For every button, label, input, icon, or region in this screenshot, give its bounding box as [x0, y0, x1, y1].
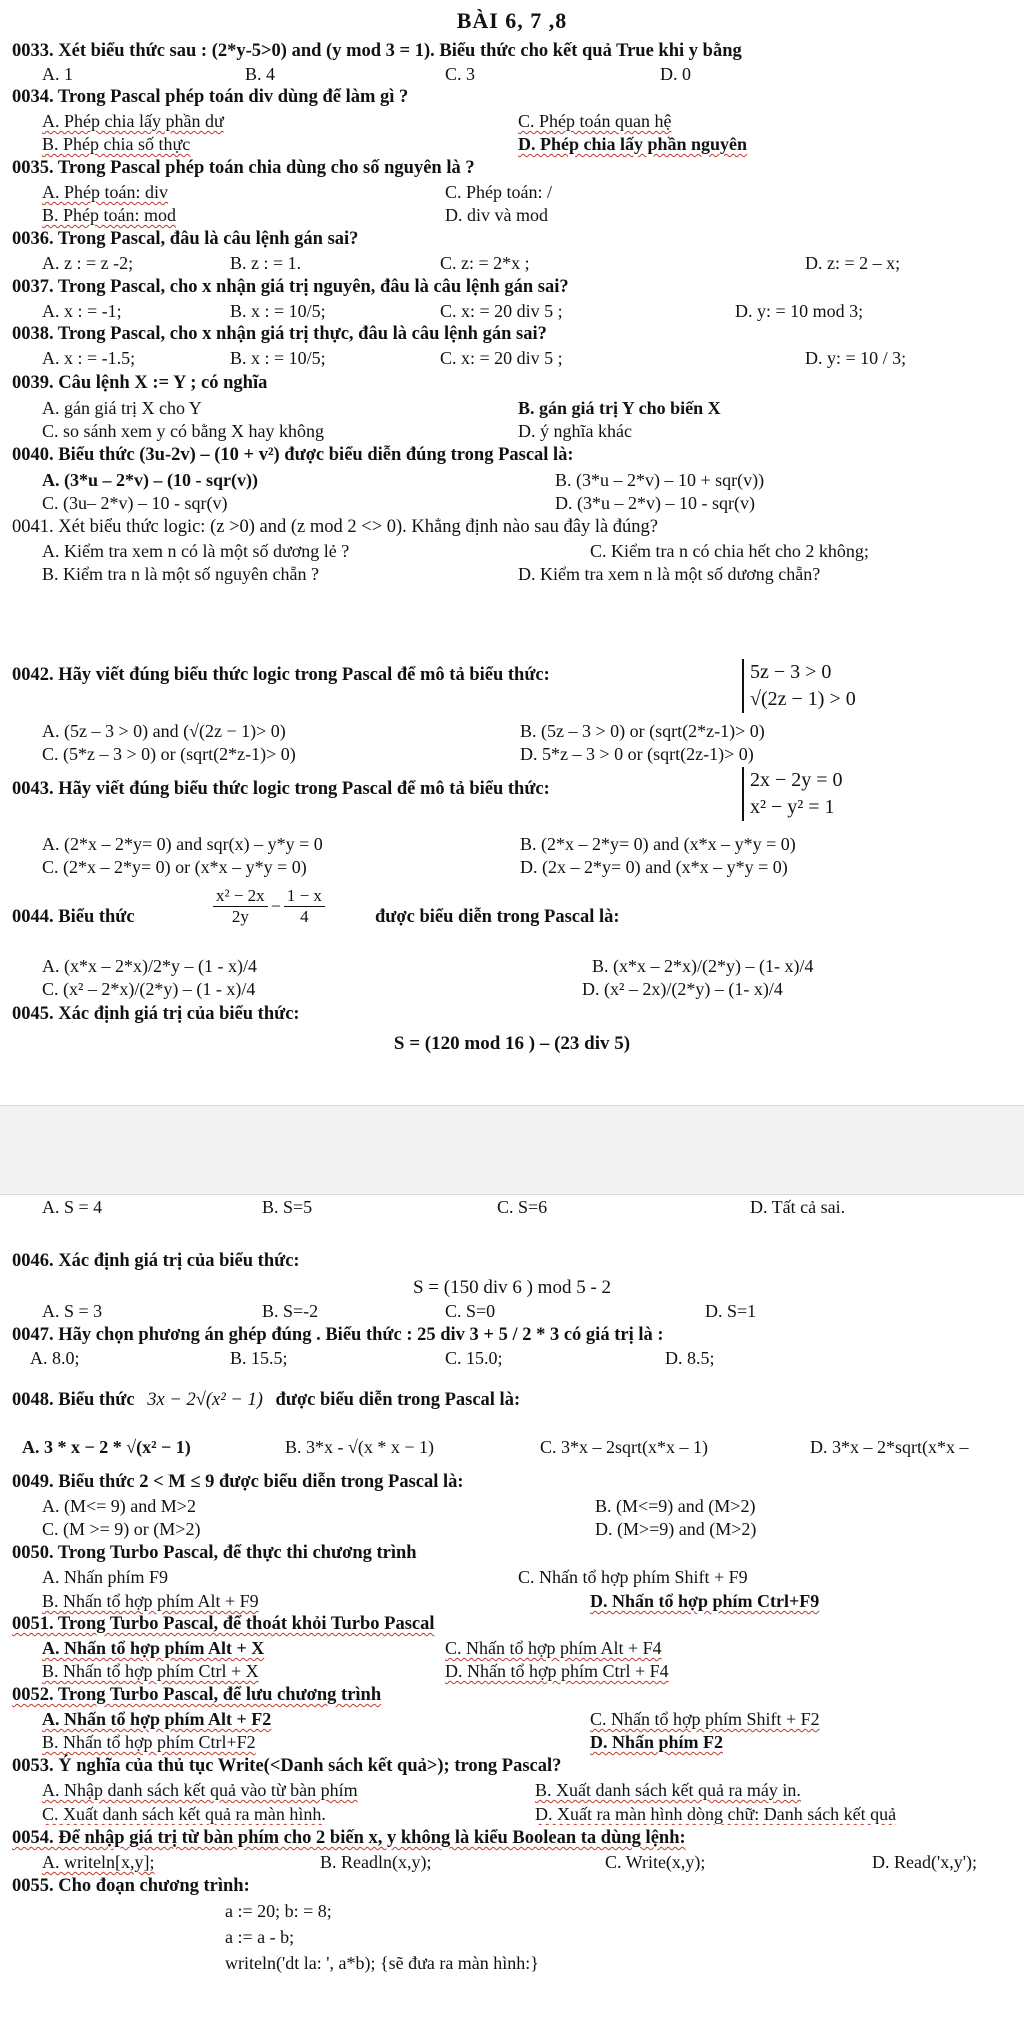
option-a: A. Kiểm tra xem n có là một số dương lẻ ? [42, 541, 350, 561]
option-d: D. Xuất ra màn hình dòng chữ: Danh sách kết quả [535, 1804, 897, 1824]
option-c: C. (x² – 2*x)/(2*y) – (1 - x)/4 [42, 979, 256, 999]
question-45: 0045. Xác định giá trị của biểu thức: [12, 1004, 300, 1024]
option-a: A. (x*x – 2*x)/2*y – (1 - x)/4 [42, 956, 257, 976]
option-d: D. (x² – 2x)/(2*y) – (1- x)/4 [582, 979, 783, 999]
system-43: 2x − 2y = 0 x² − y² = 1 [742, 767, 843, 821]
option-a: A. (3*u – 2*v) – (10 - sqr(v)) [42, 470, 258, 490]
option-a: A. S = 4 [42, 1197, 103, 1217]
option-a: A. (M<= 9) and M>2 [42, 1496, 196, 1516]
code-line-1: a := 20; b: = 8; [225, 1901, 332, 1921]
options-42 [0, 720, 1024, 742]
option-c: C. x: = 20 div 5 ; [440, 348, 563, 368]
question-35: 0035. Trong Pascal phép toán chia dùng cho số nguyên là ? [12, 158, 475, 178]
option-b: B. Kiểm tra n là một số nguyên chẵn ? [42, 564, 319, 584]
option-b: B. Phép chia số thực [42, 134, 191, 154]
options-52 [0, 1708, 1024, 1730]
option-a: A. Phép toán: div [42, 182, 168, 202]
option-c: C. Phép toán quan hệ [518, 111, 672, 131]
option-b: B. Nhấn tổ hợp phím Ctrl + X [42, 1661, 259, 1681]
expression-45: S = (120 mod 16 ) – (23 div 5) [393, 1033, 631, 1054]
option-d: D. (2x – 2*y= 0) and (x*x – y*y = 0) [520, 857, 788, 877]
option-a: A. gán giá trị X cho Y [42, 398, 202, 418]
question-46: 0046. Xác định giá trị của biểu thức: [12, 1251, 300, 1271]
option-a: A. Nhấn tổ hợp phím Alt + X [42, 1638, 265, 1658]
option-b: B. S=-2 [262, 1301, 319, 1321]
options-33 [0, 63, 1024, 85]
option-b: B. Xuất danh sách kết quả ra máy in. [535, 1780, 801, 1800]
option-d: D. S=1 [705, 1301, 757, 1321]
option-c: C. (5*z – 3 > 0) or (sqrt(2*z-1)> 0) [42, 744, 296, 764]
option-c: C. Xuất danh sách kết quả ra màn hình. [42, 1804, 326, 1824]
option-b: B. x : = 10/5; [230, 301, 326, 321]
option-c: C. 15.0; [445, 1348, 503, 1368]
options-41 [0, 540, 1024, 562]
code-line-2: a := a - b; [225, 1927, 295, 1947]
options-51 [0, 1637, 1024, 1659]
options-54 [0, 1851, 1024, 1873]
option-a: A. z : = z -2; [42, 253, 134, 273]
option-c: C. Phép toán: / [445, 182, 552, 202]
question-51: 0051. Trong Turbo Pascal, để thoát khỏi Turbo Pascal [12, 1614, 435, 1634]
option-c: C. S=6 [497, 1197, 548, 1217]
question-54: 0054. Để nhập giá trị từ bàn phím cho 2 biến x, y không là kiểu Boolean ta dùng lệnh: [12, 1828, 686, 1848]
option-b: B. z : = 1. [230, 253, 302, 273]
option-c: C. 3 [445, 64, 476, 84]
option-b: B. Phép toán: mod [42, 205, 176, 225]
options-46 [0, 1300, 1024, 1322]
options-45 [0, 1196, 1024, 1218]
option-b: B. S=5 [262, 1197, 313, 1217]
question-53: 0053. Ý nghĩa của thủ tục Write(<Danh sách kết quả>); trong Pascal? [12, 1756, 562, 1776]
question-42: 0042. Hãy viết đúng biểu thức logic trong Pascal để mô tả biểu thức: [12, 665, 550, 685]
question-49: 0049. Biểu thức 2 < M ≤ 9 được biểu diễn trong Pascal là: [12, 1472, 464, 1492]
question-38: 0038. Trong Pascal, cho x nhận giá trị thực, đâu là câu lệnh gán sai? [12, 324, 547, 344]
option-c: C. so sánh xem y có bằng X hay không [42, 421, 324, 441]
options-49 [0, 1495, 1024, 1517]
option-a: A. Nhập danh sách kết quả vào từ bàn phím [42, 1780, 358, 1800]
question-50: 0050. Trong Turbo Pascal, để thực thi chương trình [12, 1543, 417, 1563]
question-47: 0047. Hãy chọn phương án ghép đúng . Biểu thức : 25 div 3 + 5 / 2 * 3 có giá trị là : [12, 1325, 664, 1345]
option-b: B. 15.5; [230, 1348, 288, 1368]
question-55: 0055. Cho đoạn chương trình: [12, 1876, 250, 1896]
option-d: D. 0 [660, 64, 691, 84]
system-42: 5z − 3 > 0 √(2z − 1) > 0 [742, 659, 856, 713]
options-47 [0, 1347, 1024, 1369]
option-a: A. S = 3 [42, 1301, 103, 1321]
option-c: C. Nhấn tổ hợp phím Alt + F4 [445, 1638, 662, 1658]
question-43: 0043. Hãy viết đúng biểu thức logic trong Pascal để mô tả biểu thức: [12, 779, 550, 799]
option-b: B. 3*x - √(x * x − 1) [285, 1437, 435, 1457]
question-48: 0048. Biểu thức 3x − 2√(x² − 1) được biểu diễn trong Pascal là: [12, 1390, 521, 1410]
options-39 [0, 397, 1024, 419]
option-c: C. (2*x – 2*y= 0) or (x*x – y*y = 0) [42, 857, 307, 877]
option-c: C. S=0 [445, 1301, 496, 1321]
option-d: D. (M>=9) and (M>2) [595, 1519, 757, 1539]
option-a: A. 8.0; [30, 1348, 80, 1368]
options-36 [0, 252, 1024, 274]
option-a: A. Phép chia lấy phần dư [42, 111, 224, 131]
option-d: D. (3*u – 2*v) – 10 - sqr(v) [555, 493, 755, 513]
fraction-1: $\frac{\text{x² − 2x}}{2y}$ [213, 886, 268, 927]
option-a: A. Nhấn phím F9 [42, 1567, 168, 1587]
option-b: B. (3*u – 2*v) – 10 + sqr(v)) [555, 470, 765, 490]
option-d: D. Kiểm tra xem n là một số dương chẵn? [518, 564, 821, 584]
code-line-3: writeln('dt la: ', a*b); {sẽ đưa ra màn hình:} [225, 1953, 539, 1973]
worksheet-page: BÀI 6, 7 ,8 0033. Xét biểu thức sau : (2*y-5>0) and (y mod 3 = 1). Biểu thức cho kết quả True khi y bằng A. 1 B. 4 C. 3 D. 0 0034. Trong Pascal phép toán div dùng để làm gì ? A. Phép chia lấy phần dư C. Phép toán quan hệ B. Phép chia số thực D. Phép chia lấy phần nguyên 0035. Trong Pascal phép toán chia dùng cho số nguyên là ? A. Phép toán: div C. Phép toán: / B. Phép toán: mod D. div và mod 0036. Trong Pascal, đâu là câu lệnh gán sai? A. z : = z -2; B. z : = 1. C. z: = 2*x ; D. z: = 2 – x; 0037. Trong Pascal, cho x nhận giá trị nguyên, đâu là câu lệnh gán sai? A. x : = -1; B. x : = 10/5; C. x: = 20 div 5 ; D. y: = 10 mod 3; 0038. Trong Pascal, cho x nhận giá trị thực, đâu là câu lệnh gán sai? A. x : = -1.5; B. x : = 10/5; C. x: = 20 div 5 ; D. y: = 10 / 3; 0039. Câu lệnh X := Y ; có nghĩa A. gán giá trị X cho Y B. gán giá trị Y cho biến X C. so sánh xem y có bằng X hay không D. ý nghĩa khác 0040. Biểu thức (3u-2v) – (10 + v²) được biểu diễn đúng trong Pascal là: A. (3*u – 2*v) – (10 - sqr(v)) B. (3*u – 2*v) – 10 + sqr(v)) C. (3u– 2*v) – 10 - sqr(v) D. (3*u – 2*v) – 10 - sqr(v) 0041. Xét biểu thức logic: (z >0) and (z mod 2 <> 0). Khẳng định nào sau đây là đúng? A. Kiểm tra xem n có là một số dương lẻ ? C. Kiểm tra n có chia hết cho 2 không; B. Kiểm tra n là một số nguyên chẵn ? D. Kiểm tra xem n là một số dương chẵn? 0042. Hãy viết đúng biểu thức logic trong Pascal để mô tả biểu thức: 5z − 3 > 0 √(2z − 1) > 0 A. (5z – 3 > 0) and (√(2z − 1)> 0) B. (5z – 3 > 0) or (sqrt(2*z-1)> 0) C. (5*z – 3 > 0) or (sqrt(2*z-1)> 0) D. 5*z – 3 > 0 or (sqrt(2z-1)> 0) 0043. Hãy viết đúng biểu thức logic trong Pascal để mô tả biểu thức: 2x − 2y = 0 x² − y² = 1 A. (2*x – 2*y= 0) and sqr(x) – y*y = 0 B. (2*x – 2*y= 0) and (x*x – y*y = 0) C. (2*x – 2*y= 0) or (x*x – y*y = 0) D. (2x – 2*y= 0) and (x*x – y*y = 0) 0044. Biểu thức $\frac{\text{x² − 2x}}{2y}$ − $\frac{1 - x}{4}$ được biểu diễn trong Pascal là: A. (x*x – 2*x)/2*y – (1 - x)/4 B. (x*x – 2*x)/(2*y) – (1- x)/4 C. (x² – 2*x)/(2*y) – (1 - x)/4 D. (x² – 2x)/(2*y) – (1- x)/4 0045. Xác định giá trị của biểu thức: S = (120 mod 16 ) – (23 div 5) A. S = 4 B. S=5 C. S=6 D. Tất cả sai. 0046. Xác định giá trị của biểu thức: S = (150 div 6 ) mod 5 - 2 A. S = 3 B. S=-2 C. S=0 D. S=1 0047. Hãy chọn phương án ghép đúng . Biểu thức : 25 div 3 + 5 / 2 * 3 có giá trị là : A. 8.0; B. 15.5; C. 15.0; D. 8.5; 0048. Biểu thức 3x − 2√(x² − 1) được biểu diễn trong Pascal là: A. 3 * x − 2 * √(x² − 1) B. 3*x - √(x * x − 1) C. 3*x – 2sqrt(x*x – 1) D. 3*x – 2*sqrt(x*x – 0049. Biểu thức 2 < M ≤ 9 được biểu diễn trong Pascal là: A. (M<= 9) and M>2 B. (M<=9) and (M>2) C. (M >= 9) or (M>2) D. (M>=9) and (M>2) 0050. Trong Turbo Pascal, để thực thi chương trình A. Nhấn phím F9 C. Nhấn tổ hợp phím Shift + F9 B. Nhấn tổ hợp phím Alt + F9 D. Nhấn tổ hợp phím Ctrl+F9 0051. Trong Turbo Pascal, để thoát khỏi Turbo Pascal A. Nhấn tổ hợp phím Alt + X C. Nhấn tổ hợp phím Alt + F4 B. Nhấn tổ hợp phím Ctrl + X D. Nhấn tổ hợp phím Ctrl + F4 0052. Trong Turbo Pascal, để lưu chương trình A. Nhấn tổ hợp phím Alt + F2 C. Nhấn tổ hợp phím Shift + F2 B. Nhấn tổ hợp phím Ctrl+F2 D. Nhấn phím F2 0053. Ý nghĩa của thủ tục Write(<Danh sách kết quả>); trong Pascal? A. Nhập danh sách kết quả vào từ bàn phím B. Xuất danh sách kết quả ra máy in. C. Xuất danh sách kết quả ra màn hình. D. Xuất ra màn hình dòng chữ: Danh sách kết quả 0054. Để nhập giá trị từ bàn phím cho 2 biến x, y không là kiểu Boolean ta dùng lệnh: A. writeln[x,y]; B. Readln(x,y); C. Write(x,y); D. Read('x,y'); 0055. Cho đoạn chương trình: a := 20; b: = 8; a := a - b; writeln('dt la: ', a*b); {sẽ đưa ra màn hình:} [0, 0, 1024, 2041]
option-a: A. (2*x – 2*y= 0) and sqr(x) – y*y = 0 [42, 834, 323, 854]
option-d: D. 3*x – 2*sqrt(x*x – [810, 1437, 969, 1457]
option-c: C. Write(x,y); [605, 1852, 706, 1872]
option-a: A. 1 [42, 64, 73, 84]
option-a: A. writeln[x,y]; [42, 1852, 155, 1872]
option-b: B. (5z – 3 > 0) or (sqrt(2*z-1)> 0) [520, 721, 765, 741]
option-a: A. (5z – 3 > 0) and (√(2z − 1)> 0) [42, 721, 286, 741]
option-d: D. Tất cả sai. [750, 1197, 846, 1217]
option-d: D. Read('x,y'); [872, 1852, 977, 1872]
option-b: B. Nhấn tổ hợp phím Ctrl+F2 [42, 1732, 256, 1752]
option-b: B. (2*x – 2*y= 0) and (x*x – y*y = 0) [520, 834, 796, 854]
option-d: D. Nhấn tổ hợp phím Ctrl + F4 [445, 1661, 669, 1681]
option-d: D. z: = 2 – x; [805, 253, 901, 273]
option-a: A. x : = -1.5; [42, 348, 136, 368]
option-c: C. (3u– 2*v) – 10 - sqr(v) [42, 493, 228, 513]
question-44: 0044. Biểu thức [12, 907, 135, 927]
option-d: D. ý nghĩa khác [518, 421, 632, 441]
option-c: C. Nhấn tổ hợp phím Shift + F2 [590, 1709, 820, 1729]
option-b: B. x : = 10/5; [230, 348, 326, 368]
option-a: A. Nhấn tổ hợp phím Alt + F2 [42, 1709, 272, 1729]
option-d: D. 8.5; [665, 1348, 715, 1368]
option-c: C. z: = 2*x ; [440, 253, 530, 273]
option-c: C. Nhấn tổ hợp phím Shift + F9 [518, 1567, 748, 1587]
options-35 [0, 181, 1024, 203]
option-c: C. Kiểm tra n có chia hết cho 2 không; [590, 541, 869, 561]
question-36: 0036. Trong Pascal, đâu là câu lệnh gán sai? [12, 229, 359, 249]
question-33: 0033. Xét biểu thức sau : (2*y-5>0) and (y mod 3 = 1). Biểu thức cho kết quả True khi y bằng [12, 41, 742, 61]
option-b: B. (M<=9) and (M>2) [595, 1496, 756, 1516]
option-a: A. 3 * x − 2 * √(x² − 1) [22, 1437, 191, 1457]
options-37 [0, 300, 1024, 322]
option-b: B. Readln(x,y); [320, 1852, 432, 1872]
option-d: D. 5*z – 3 > 0 or (sqrt(2z-1)> 0) [520, 744, 754, 764]
question-39: 0039. Câu lệnh X := Y ; có nghĩa [12, 373, 268, 393]
option-d: D. y: = 10 mod 3; [735, 301, 864, 321]
options-44 [0, 955, 1024, 977]
expression-46: S = (150 div 6 ) mod 5 - 2 [412, 1277, 612, 1298]
option-b: B. (x*x – 2*x)/(2*y) – (1- x)/4 [592, 956, 814, 976]
option-d: D. y: = 10 / 3; [805, 348, 907, 368]
question-40: 0040. Biểu thức (3u-2v) – (10 + v²) được biểu diễn đúng trong Pascal là: [12, 445, 574, 465]
options-50 [0, 1566, 1024, 1588]
option-b: B. gán giá trị Y cho biến X [518, 398, 721, 418]
option-c: C. x: = 20 div 5 ; [440, 301, 563, 321]
options-53 [0, 1779, 1024, 1801]
option-d: D. Phép chia lấy phần nguyên [518, 134, 748, 154]
options-38 [0, 347, 1024, 369]
options-48 [0, 1436, 1024, 1458]
options-34 [0, 110, 1024, 132]
option-d: D. Nhấn tổ hợp phím Ctrl+F9 [590, 1591, 820, 1611]
options-43 [0, 833, 1024, 855]
option-c: C. (M >= 9) or (M>2) [42, 1519, 201, 1539]
question-37: 0037. Trong Pascal, cho x nhận giá trị nguyên, đâu là câu lệnh gán sai? [12, 277, 569, 297]
option-b: B. Nhấn tổ hợp phím Alt + F9 [42, 1591, 259, 1611]
page-break [0, 1105, 1024, 1195]
options-40 [0, 469, 1024, 491]
option-d: D. div và mod [445, 205, 548, 225]
question-41: 0041. Xét biểu thức logic: (z >0) and (z mod 2 <> 0). Khẳng định nào sau đây là đúng? [12, 517, 659, 537]
option-c: C. 3*x – 2sqrt(x*x – 1) [540, 1437, 708, 1457]
fraction-2: $\frac{1 - x}{4}$ [284, 886, 325, 927]
question-34: 0034. Trong Pascal phép toán div dùng để làm gì ? [12, 87, 409, 107]
question-52: 0052. Trong Turbo Pascal, để lưu chương trình [12, 1685, 382, 1705]
option-b: B. 4 [245, 64, 276, 84]
option-d: D. Nhấn phím F2 [590, 1732, 724, 1752]
option-a: A. x : = -1; [42, 301, 122, 321]
page-title: BÀI 6, 7 ,8 [456, 8, 568, 33]
fraction-expression: $\frac{\text{x² − 2x}}{2y}$ − $\frac{1 - x}{4}$ [210, 886, 328, 927]
